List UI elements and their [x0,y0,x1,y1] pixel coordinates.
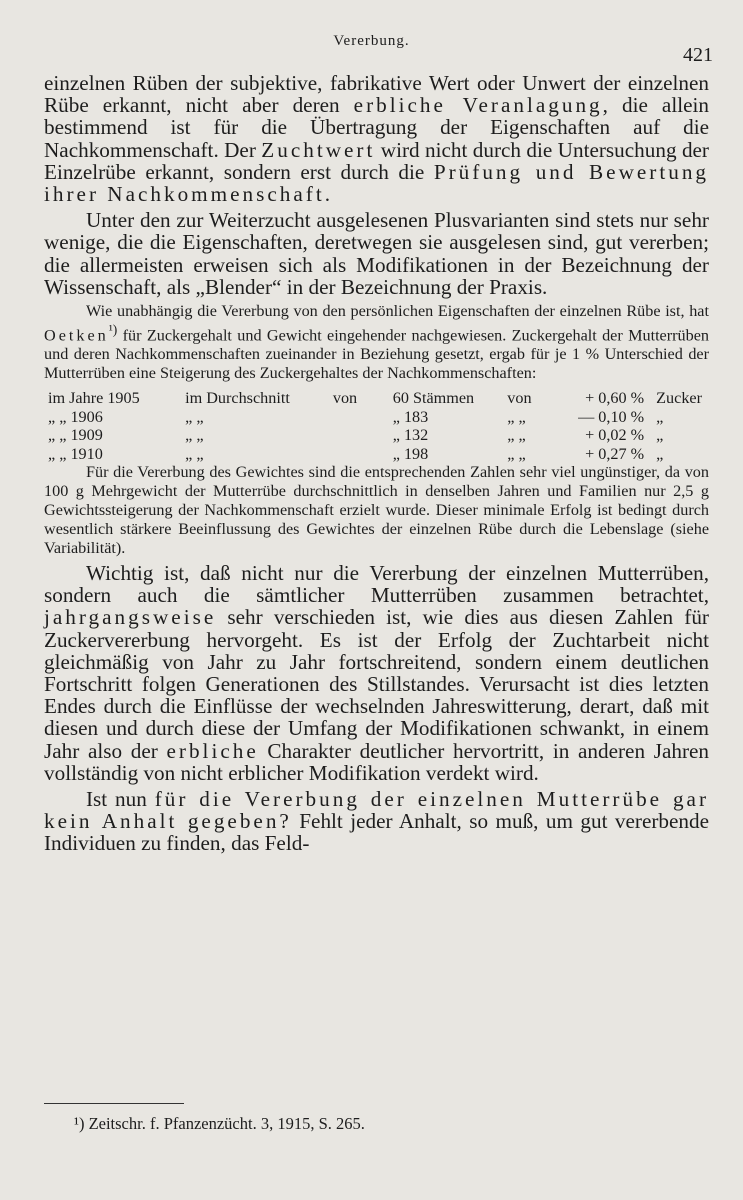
footnote: ¹) Zeitschr. f. Pfanzenzücht. 3, 1915, S. 265. [74,1114,365,1133]
footnote-rule [44,1103,184,1104]
paragraph-1: einzelnen Rüben der subjektive, fabrikative Wert oder Unwert der einzelnen Rübe erkannt, nicht aber deren erbliche Veranlagung, die allein bestimmend ist für die Übertragung der Eigenschaften auf die Nachkommenschaft. Der Zuchtwert wird nicht durch die Untersuchung der Einzelrübe erkannt, sondern erst durch die Prüfung und Bewertung ihrer Nachkommenschaft. [44,71,710,207]
table-cell-von [333,445,393,464]
table-cell-von [333,408,393,427]
paragraph-6: Ist nun für die Vererbung der einzelnen Mutterrübe gar kein Anhalt gegeben? Fehlt jeder Anhalt, so muß, um gut vererbende Individuen zu finden, das Feld- [44,786,709,856]
emphasis: für die Vererbung der einzelnen Mutterrübe gar kein Anhalt gegeben? [44,786,709,834]
table-cell-value: + 0,02 % [585,426,645,445]
table-cell-von2: „ „ [507,426,526,445]
table-row [48,445,702,464]
table-cell-avg: im Durchschnitt [185,389,290,408]
table-row [48,408,702,427]
table-cell-unit: „ [656,407,664,426]
table-cell-count: 60 Stämmen [392,389,475,408]
emphasis: jahrgangsweise [44,605,217,630]
table-cell-year: „ „ 1909 [48,426,103,445]
table-cell-value: + 0,60 % [585,389,645,408]
page-number: 421 [683,44,713,66]
table-cell-avg: „ „ [185,407,204,426]
sugar-inheritance-table [48,389,702,463]
table-cell-von2: von [507,389,532,408]
paragraph-5: Wichtig ist, daß nicht nur die Vererbung der einzelnen Mutterrüben, sondern auch die sämtlicher Mutterrüben zusammen betrachtet, jahrgangsweise sehr verschieden ist, wie dies aus diesen Zahlen für Zuckervererbung hervorgeht. Es ist der Erfolg der Zuchtarbeit nicht gleichmäßig von Jahr zu Jahr fortschreitend, sondern einem deutlichen Fortschritt folgen Generationen des Stillstandes. Verursacht ist dies letzten Endes durch die Einflüsse der wechselnden Jahreswitterung, derart, daß mit diesen und durch diese der Umfang der Modifikationen schwankt, in einem Jahr also der erbliche Charakter deutlicher hervortritt, in anderen Jahren vollständig von nicht erblicher Modifikation verdekt wird. [44,560,710,785]
table-cell-count: „ 132 [392,426,429,445]
table-cell-unit: „ [656,444,664,463]
emphasis: erbliche [166,738,259,763]
table-cell-value: — 0,10 % [578,407,645,426]
footnote-marker: ¹) [108,321,118,337]
table-cell-avg: „ „ [185,444,204,463]
table-cell-unit: Zucker [656,389,702,408]
table-cell-von [333,426,393,445]
table-cell-avg: „ „ [185,426,204,445]
table-cell-year: „ „ 1906 [48,407,103,426]
table-cell-von2: „ „ [507,444,526,463]
table-cell-year: „ „ 1910 [48,444,103,463]
table-cell-year: im Jahre 1905 [48,389,140,408]
table-cell-count: „ 183 [392,407,429,426]
paragraph-4: Für die Vererbung des Gewichtes sind die entsprechenden Zahlen sehr viel ungünstiger, da von 100 g Mehrgewicht der Mutterrübe durchschnittlich in denselben Jahren und Familien nur 2,5 g Gewichtssteigerung der Nachkommenschaft erzielt wurde. Dieser minimale Erfolg ist bedingt durch wesentlich stärkere Beeinflussung des Gewichtes der einzelnen Rübe durch die Lebenslage (siehe Variabilität). [44,463,709,558]
table-cell-value: + 0,27 % [585,444,645,463]
table-row [48,389,702,408]
emphasis: Zuchtwert [261,137,376,162]
running-header: Vererbung. [333,33,410,49]
table-cell-count: „ 198 [392,444,429,463]
page-body [44,72,709,855]
paragraph-3: Wie unabhängig die Vererbung von den persönlichen Eigenschaften der einzelnen Rübe ist, hat Oetken$^{^1)}$ für Zuckergehalt und Gewicht eingehender nachgewiesen. Zuckergehalt der Mutterrüben und deren Nachkommenschaften zueinander in Beziehung gesetzt, ergab für je 1 % Unterschied der Mutterrüben eine Steigerung des Zuckergehaltes der Nachkommenschaften: [44,302,709,383]
table-cell-unit: „ [656,426,664,445]
table-cell-von: von [332,389,358,408]
table-cell-von2: „ „ [507,407,526,426]
paragraph-2: Unter den zur Weiterzucht ausgelesenen Plusvarianten sind stets nur sehr wenige, die die Eigenschaften, deretwegen sie ausgelesen sind, gut vererben; die allermeisten erweisen sich als Modifikationen in der Bezeichnung der Wissenschaft, als „Blender“ in der Bezeichnung der Praxis. [44,208,709,299]
author-name: Oetken [44,326,109,345]
emphasis: erbliche Veranlagung [353,93,603,118]
emphasis: Prüfung und Bewertung ihrer Nachkommenschaft [44,159,710,207]
table-row [48,426,702,445]
